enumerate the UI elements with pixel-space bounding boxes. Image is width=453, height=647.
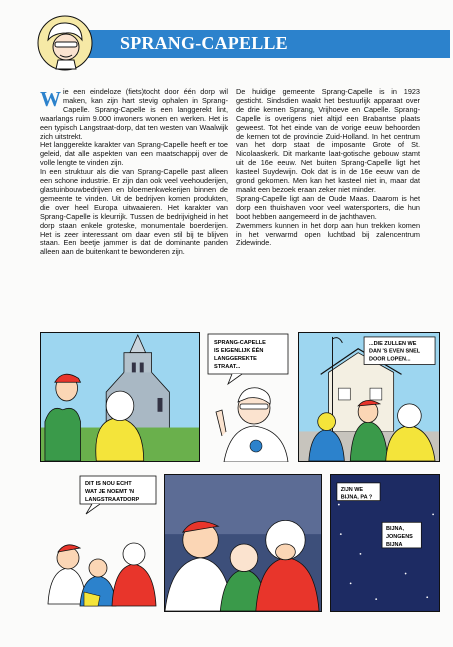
bubble-text: BIJNA bbox=[385, 541, 403, 548]
bubble-text: STRAAT... bbox=[214, 364, 241, 370]
comic-panel-night bbox=[330, 474, 440, 612]
bubble-text: IS EIGENLIJK ÉÉN bbox=[214, 348, 264, 354]
bubble-text: WAT JE NOEMT 'N bbox=[85, 489, 135, 495]
character-head-icon bbox=[36, 14, 94, 72]
bubble-text: LANGGEREKTE bbox=[214, 356, 257, 362]
comic-panel-guide bbox=[202, 332, 296, 462]
bubble-text: SPRANG-CAPELLE bbox=[214, 340, 266, 346]
comic-panel-family bbox=[40, 474, 160, 612]
bubble-text: BIJNA, bbox=[385, 526, 404, 533]
comic-panel-street bbox=[298, 332, 440, 462]
bubble-text: DOOR LOPEN... bbox=[369, 356, 411, 363]
bubble-text: BIJNA, PA ? bbox=[340, 494, 373, 501]
bubble-text: DIT IS NOU ECHT bbox=[85, 481, 132, 487]
bubble-text: DAN 'S EVEN SNEL bbox=[369, 348, 421, 355]
bubble-text: ...DIE ZULLEN WE bbox=[369, 340, 417, 347]
article-column-left-text: ie een eindeloze (fiets)tocht door één dorp wil maken, kan zijn hart stevig ophalen in Sprang-Capelle. Sprang-Capelle is een langgerekt lint, waarlangs ruim 9.000 inwoners wonen en werken. Het is een typisch Langstraat-dorp, dat ten westen van Waalwijk zich uitstrekt. Het langgerekte karakter van Sprang-Capelle heeft er toe geleid, dat alle aspekten van een maatschappij over de volle lengte te vinden zijn. In een struktuur als die van Sprang-Capelle past alleen een schone industrie. Er zijn dan ook veel veehouderijen, glastuinbouwbedrijven en bloemenkwekerijen binnen de gemeente te vinden. Uit de bedrijven komen produkten, die over heel Europa uitwaaieren. Het karakter van Sprang-Capelle is kleurrijk. Tussen de bedrijvigheid in het dorp staan enkele groteske, monumentale boerderijen. Het is zeer interessant om daar even stil bij te blijven staan. Een beetje jammer is dat de dominante panden alleen aan de buitenkant te bewonderen zijn. bbox=[40, 87, 228, 257]
comic-panel-closeup bbox=[164, 474, 322, 612]
bubble-text: JONGENS bbox=[385, 534, 413, 541]
article-column-right: De huidige gemeente Sprang-Capelle is in 1923 gesticht. Sindsdien waakt het bestuurlijk apparaat over de drie kernen Sprang, Vrijhoeve en Capelle. Sprang-Capelle is overigens niet altijd een Brabantse plaats geweest. Tot het einde van de vorige eeuw behoorden de kernen tot de provincie Zuid-Holland. In het centrum van het dorp staat de imposante Grote of St. Nicolaaskerk. Dit markante laat-gotische gebouw stamt uit de 16e eeuw. Net buiten Sprang-Capelle ligt het kasteel Suydewijn. Ook dat is in de 16e eeuw van de grond gekomen. Men kan het kasteel niet in, maar dat maakt een bezoek eraan zeker niet minder. Sprang-Capelle ligt aan de Oude Maas. Daarom is het dorp een thuishaven voor veel watersporters, die hun boot hebben aangemeerd in de jachthaven. Zwemmers kunnen in het dorp aan hun trekken komen in het verwarmd open luchtbad bij zalencentrum Zidewinde. bbox=[236, 87, 420, 248]
bubble-text: LANGSTRAATDORP bbox=[85, 497, 140, 503]
bubble-text: ZIJN WE bbox=[340, 486, 364, 493]
page-title: SPRANG-CAPELLE bbox=[120, 33, 288, 53]
comic-panel-church bbox=[40, 332, 200, 462]
article-column-left bbox=[40, 88, 228, 257]
dropcap: W bbox=[40, 87, 61, 111]
